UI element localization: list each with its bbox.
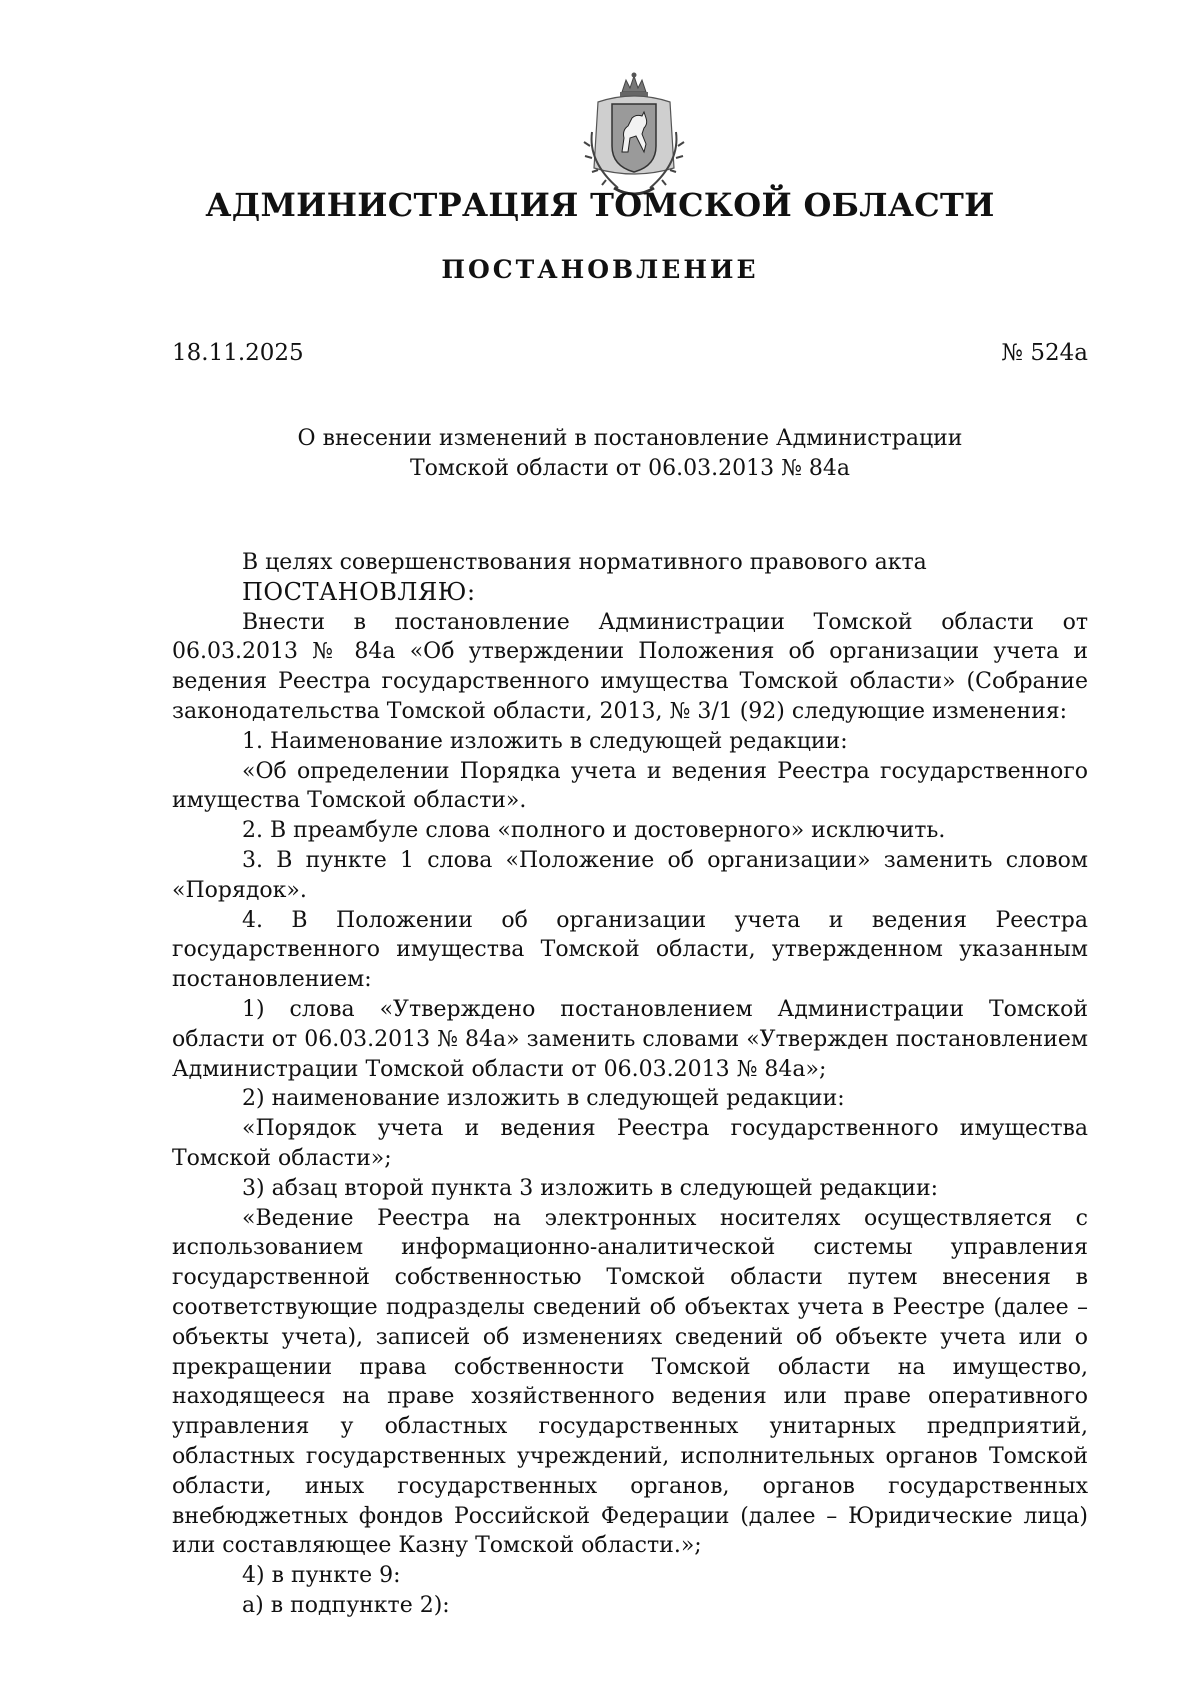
body-paragraph: 1) слова «Утверждено постановлением Администрации Томской области от 06.03.2013 № 84а» заменить словами «Утвержден постановлением Администрации Томской области от 06.03.2013 № 84а»;	[172, 996, 1088, 1082]
body-paragraph: 2) наименование изложить в следующей редакции:	[242, 1086, 845, 1112]
document-subject	[172, 424, 1088, 484]
body-paragraph: Внести в постановление Администрации Томской области от 06.03.2013 № 84а «Об утверждении Положения об организации учета и ведения Реестра государственного имущества Томской области» (Собрание законодательства Томской области, 2013, № 3/1 (92) следующие изменения:	[172, 609, 1088, 724]
document-number: № 524а	[1001, 340, 1088, 366]
body-paragraph: 3) абзац второй пункта 3 изложить в следующей редакции:	[242, 1175, 939, 1201]
body-paragraph: 1. Наименование изложить в следующей редакции:	[242, 728, 848, 754]
body-paragraph: 4. В Положении об организации учета и ведения Реестра государственного имущества Томской области, утвержденном указанным постановлением:	[172, 907, 1088, 993]
document-date: 18.11.2025	[172, 340, 304, 366]
document-type-title: ПОСТАНОВЛЕНИЕ	[441, 255, 759, 284]
body-paragraph: 4) в пункте 9:	[242, 1563, 401, 1589]
subject-line: Томской области от 06.03.2013 № 84а	[409, 456, 851, 481]
body-paragraph: 2. В преамбуле слова «полного и достоверного» исключить.	[242, 818, 946, 844]
body-paragraph: «Ведение Реестра на электронных носителях осуществляется с использованием информационно-аналитической системы управления государственной собственностью Томской области путем внесения в соответствующие подразделы сведений об объектах учета в Реестре (далее – объекты учета), записей об изменениях сведений об объекте учета или о прекращении права собственности Томской области на имущество, находящееся на праве хозяйственного ведения или праве оперативного управления у областных государственных унитарных предприятий, областных государственных учреждений, исполнительных органов Томской области, иных государственных органов, органов государственных внебюджетных фондов Российской Федерации (далее – Юридические лица) или составляющее Казну Томской области.»;	[172, 1205, 1088, 1559]
tomsk-coat-of-arms-icon	[578, 72, 690, 202]
body-paragraph: «Об определении Порядка учета и ведения Реестра государственного имущества Томской области».	[172, 758, 1088, 814]
subject-line: О внесении изменений в постановление Администрации	[297, 426, 963, 451]
body-paragraph: В целях совершенствования нормативного правового акта	[242, 550, 927, 575]
organization-title: АДМИНИСТРАЦИЯ ТОМСКОЙ ОБЛАСТИ	[205, 186, 995, 224]
body-paragraph: а) в подпункте 2):	[242, 1592, 450, 1618]
body-paragraph: «Порядок учета и ведения Реестра государственного имущества Томской области»;	[172, 1116, 1088, 1171]
resolve-word: ПОСТАНОВЛЯЮ:	[242, 577, 476, 606]
body-paragraph: 3. В пункте 1 слова «Положение об организации» заменить словом «Порядок».	[172, 847, 1088, 903]
document-body	[172, 548, 1088, 1621]
